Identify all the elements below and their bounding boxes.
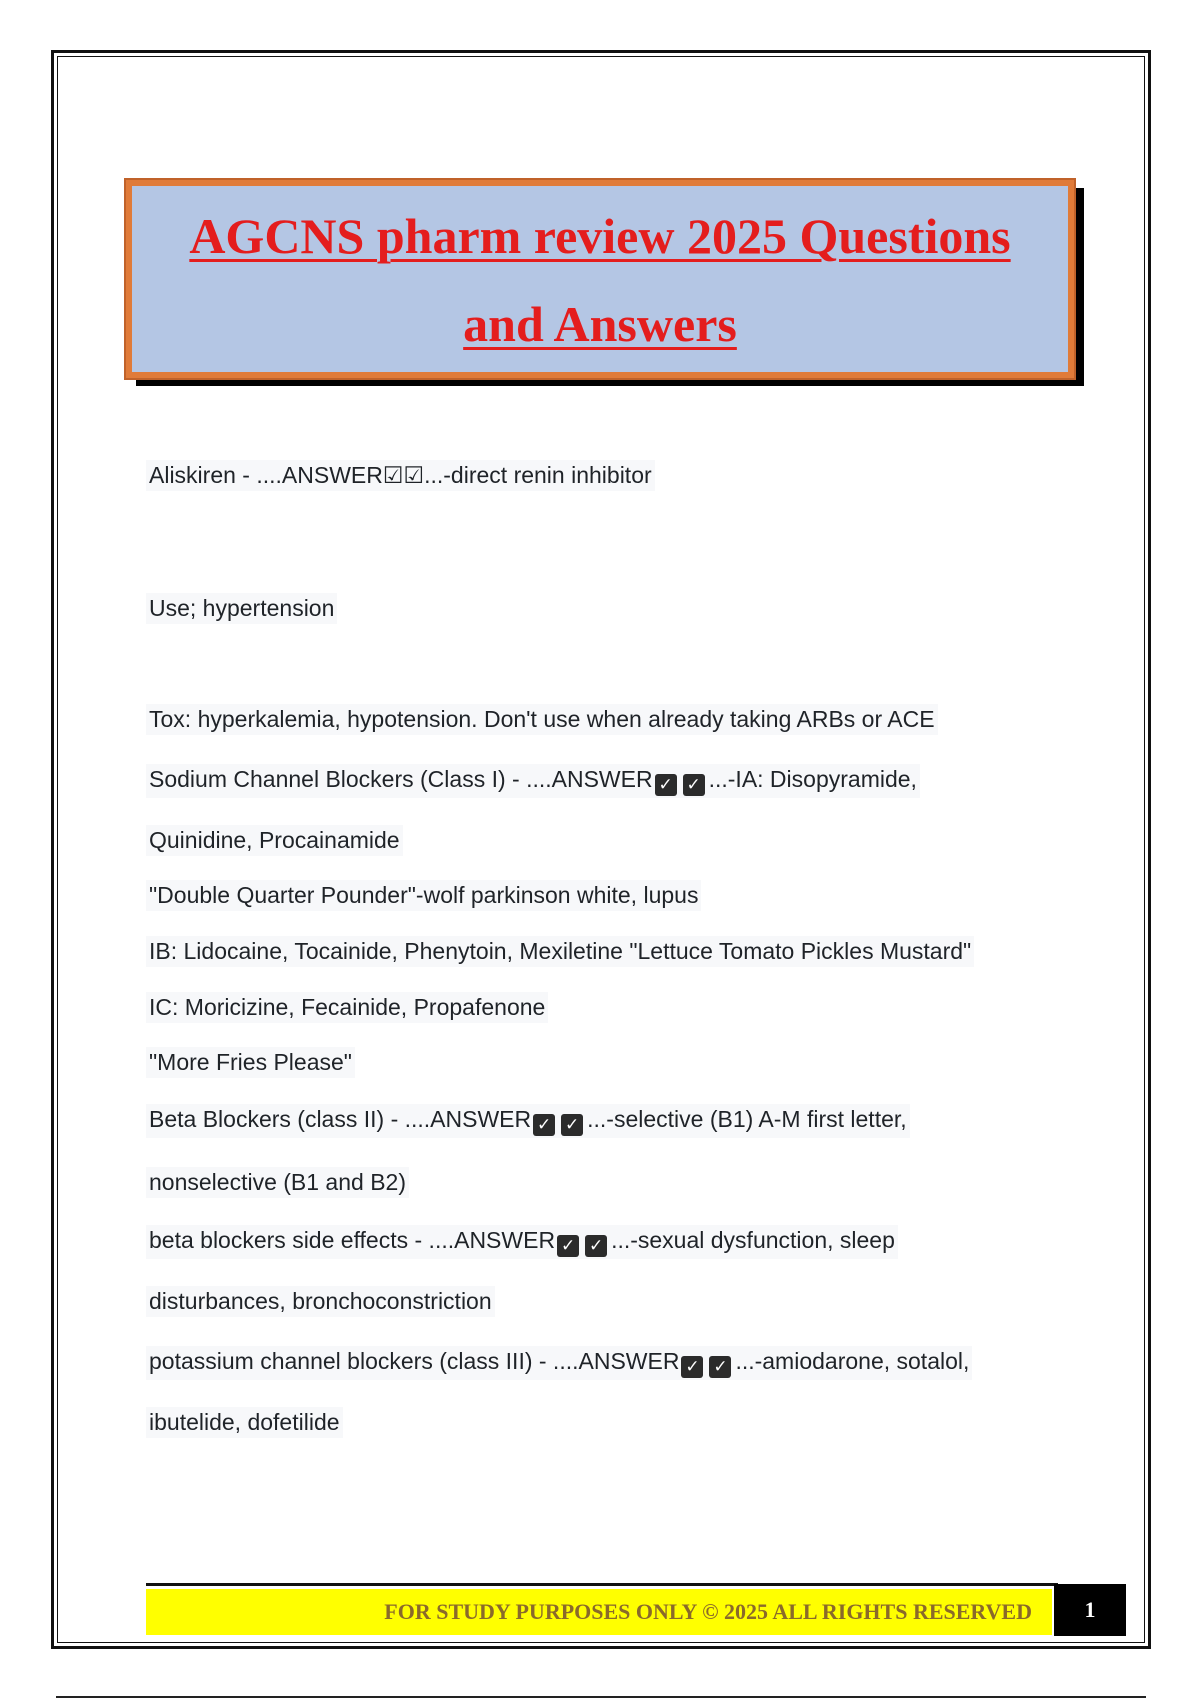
title-line-1: AGCNS pharm review 2025 Questions — [189, 208, 1011, 264]
title-line-2: and Answers — [463, 296, 737, 352]
checkbox-checked-icon: ✓ — [709, 1356, 731, 1378]
entry-continuation: ibutelide, dofetilide — [146, 1407, 343, 1438]
entry-continuation: Quinidine, Procainamide — [146, 825, 403, 856]
checkbox-checked-icon: ✓ — [533, 1114, 555, 1136]
entry-question: Sodium Channel Blockers (Class I) - ....ANSWER — [149, 766, 653, 792]
entry-aliskiren: Aliskiren - ....ANSWER☑☑...-direct renin inhibitor — [146, 460, 655, 491]
entry-mnemonic: "Double Quarter Pounder"-wolf parkinson white, lupus — [146, 880, 701, 911]
entry-beta-blockers — [146, 1104, 910, 1138]
entry-question: potassium channel blockers (class III) - ....ANSWER — [149, 1348, 680, 1374]
entry-potassium-channel-blockers — [146, 1346, 972, 1380]
entry-class-ib: IB: Lidocaine, Tocainide, Phenytoin, Mexiletine "Lettuce Tomato Pickles Mustard" — [146, 936, 974, 967]
entry-question: beta blockers side effects - ....ANSWER — [149, 1227, 556, 1253]
entry-aliskiren-use: Use; hypertension — [146, 593, 337, 624]
entry-continuation: disturbances, bronchoconstriction — [146, 1286, 495, 1317]
entry-answer: ...-IA: Disopyramide, — [708, 766, 917, 792]
checkbox-checked-icon: ✓ — [683, 774, 705, 796]
entry-question: Beta Blockers (class II) - ....ANSWER — [149, 1106, 532, 1132]
page-number: 1 — [1054, 1584, 1126, 1636]
document-title — [126, 180, 1074, 378]
entry-sodium-channel-blockers — [146, 764, 920, 798]
bottom-rule — [56, 1696, 1146, 1698]
entry-answer: ...-sexual dysfunction, sleep — [611, 1227, 895, 1253]
checkbox-checked-icon: ✓ — [561, 1114, 583, 1136]
checkbox-checked-icon: ✓ — [655, 774, 677, 796]
entry-answer: ...-amiodarone, sotalol, — [735, 1348, 970, 1374]
checkbox-checked-icon: ✓ — [557, 1235, 579, 1257]
footer-divider — [146, 1583, 1058, 1586]
entry-beta-blockers-side-effects — [146, 1225, 898, 1259]
entry-aliskiren-tox: Tox: hyperkalemia, hypotension. Don't use when already taking ARBs or ACE — [146, 704, 938, 735]
entry-answer: ...-selective (B1) A-M first letter, — [587, 1106, 907, 1132]
checkbox-checked-icon: ✓ — [585, 1235, 607, 1257]
entry-continuation: nonselective (B1 and B2) — [146, 1167, 409, 1198]
entry-class-ic: IC: Moricizine, Fecainide, Propafenone — [146, 992, 548, 1023]
checkbox-checked-icon: ✓ — [681, 1356, 703, 1378]
entry-mnemonic: "More Fries Please" — [146, 1047, 355, 1078]
footer-notice: FOR STUDY PURPOSES ONLY © 2025 ALL RIGHTS RESERVED — [146, 1589, 1052, 1635]
